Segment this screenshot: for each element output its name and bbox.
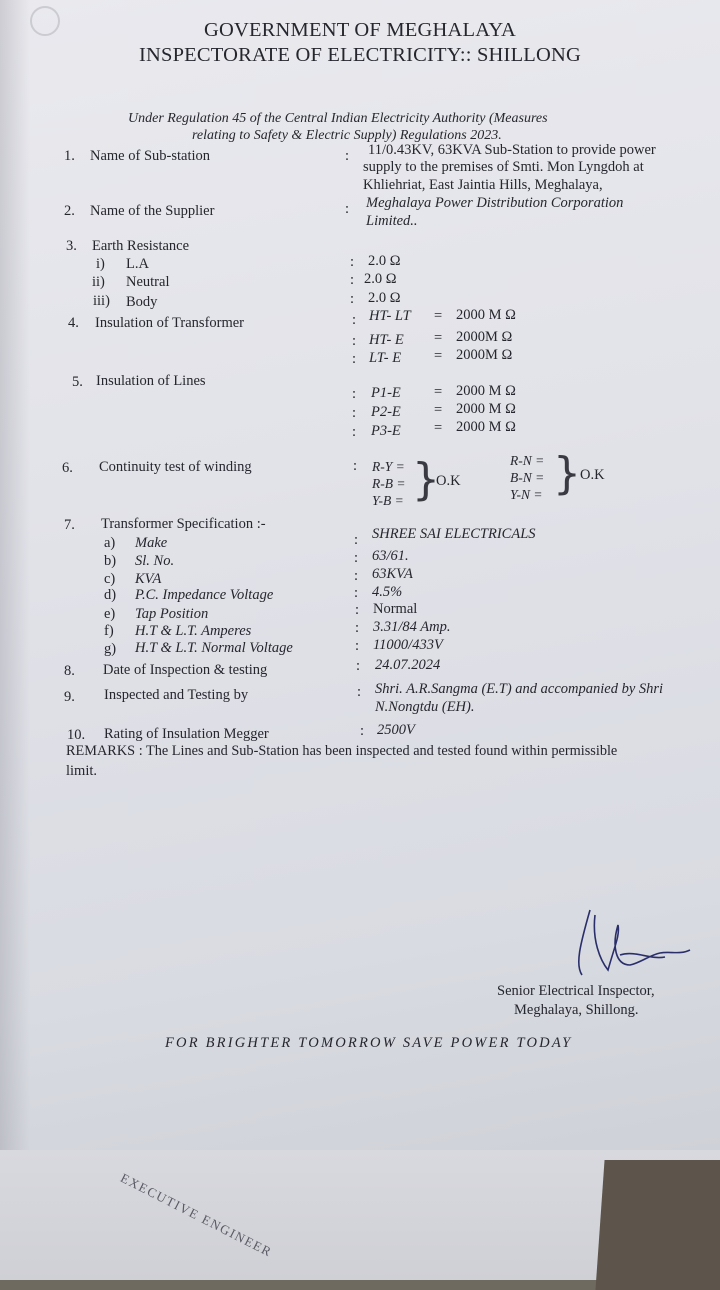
item-7-number: 7. xyxy=(64,517,75,533)
item-2-value-line: Meghalaya Power Distribution Corporation xyxy=(366,195,624,211)
item-4-label: Insulation of Transformer xyxy=(95,315,245,331)
header-title: GOVERNMENT OF MEGHALAYA xyxy=(203,19,517,41)
transformer-key: LT- E xyxy=(369,350,402,366)
item-3-label: Earth Resistance xyxy=(92,238,190,254)
transformer-value: 2000 M Ω xyxy=(456,307,516,323)
colon: : xyxy=(350,291,355,307)
spec-row-number: c) xyxy=(104,571,116,587)
colon: : xyxy=(354,568,359,584)
item-2-number: 2. xyxy=(64,203,75,219)
signature-icon xyxy=(560,905,700,985)
colon: : xyxy=(352,333,357,349)
spec-row-label: KVA xyxy=(135,571,162,587)
winding-pair: R-B = xyxy=(372,476,406,491)
item-1-value-line: Khliehriat, East Jaintia Hills, Meghalaya, xyxy=(363,177,603,193)
earth-row-number: i) xyxy=(96,256,105,272)
winding-pair: R-N = xyxy=(510,453,545,468)
colon: : xyxy=(352,405,357,421)
spec-row-number: g) xyxy=(104,641,117,657)
colon: : xyxy=(350,254,355,270)
item-10-number: 10. xyxy=(67,727,86,743)
equals-sign: = xyxy=(434,308,443,324)
equals-sign: = xyxy=(434,402,443,418)
colon: : xyxy=(355,602,360,618)
item-10-label: Rating of Insulation Megger xyxy=(104,726,269,742)
item-8-number: 8. xyxy=(64,663,75,679)
item-5-label: Insulation of Lines xyxy=(96,373,206,389)
remarks-line-1: REMARKS : The Lines and Sub-Station has been inspected and tested found within permissible xyxy=(66,743,618,759)
footer-slogan: FOR BRIGHTER TOMORROW SAVE POWER TODAY xyxy=(165,1035,573,1051)
colon: : xyxy=(352,424,357,440)
equals-sign: = xyxy=(434,348,443,364)
spec-row-number: f) xyxy=(104,623,114,639)
equals-sign: = xyxy=(434,420,443,436)
earth-row-number: iii) xyxy=(93,293,110,309)
spec-row-number: b) xyxy=(104,553,117,569)
line-value: 2000 M Ω xyxy=(456,419,516,435)
item-6-label: Continuity test of winding xyxy=(99,459,252,475)
line-key: P3-E xyxy=(371,423,401,439)
page-shadow xyxy=(0,0,30,1150)
item-2-label: Name of the Supplier xyxy=(90,203,215,219)
intro-line-2: relating to Safety & Electric Supply) Regulations 2023. xyxy=(192,128,502,143)
colon: : xyxy=(350,272,355,288)
colon: : xyxy=(345,201,350,217)
colon: : xyxy=(354,585,359,601)
colon: : xyxy=(345,148,350,164)
line-value: 2000 M Ω xyxy=(456,383,516,399)
colon: : xyxy=(355,638,360,654)
header-subtitle: INSPECTORATE OF ELECTRICITY:: SHILLONG xyxy=(138,44,582,66)
item-1-value-line: supply to the premises of Smti. Mon Lyngdoh at xyxy=(363,159,644,175)
winding-pair: Y-N = xyxy=(510,487,543,502)
colon: : xyxy=(352,386,357,402)
inspector-line: Shri. A.R.Sangma (E.T) and accompanied by Shri xyxy=(375,681,664,697)
continuity-result: O.K xyxy=(580,467,605,483)
intro-line-1: Under Regulation 45 of the Central Indian Electricity Authority (Measures xyxy=(128,111,548,126)
transformer-value: 2000M Ω xyxy=(456,329,513,345)
colon: : xyxy=(352,312,357,328)
earth-row-value: 2.0 Ω xyxy=(368,290,401,306)
spec-row-label: Tap Position xyxy=(135,606,209,622)
line-key: P1-E xyxy=(371,385,401,401)
brace-icon: } xyxy=(412,454,440,505)
table-surface xyxy=(595,1160,720,1290)
spec-row-label: H.T & L.T. Amperes xyxy=(135,623,252,639)
item-3-number: 3. xyxy=(66,238,77,254)
colon: : xyxy=(354,532,359,548)
signatory-office: Meghalaya, Shillong. xyxy=(514,1002,639,1018)
inspector-line: N.Nongtdu (EH). xyxy=(375,699,475,715)
item-1-value-line: 11/0.43KV, 63KVA Sub-Station to provide power xyxy=(368,142,656,158)
remarks-line-2: limit. xyxy=(66,763,98,779)
item-9-number: 9. xyxy=(64,689,75,705)
brace-icon: } xyxy=(553,448,581,499)
inspection-date: 24.07.2024 xyxy=(375,657,441,673)
equals-sign: = xyxy=(434,384,443,400)
item-4-number: 4. xyxy=(68,315,79,331)
item-1-label: Name of Sub-station xyxy=(90,148,211,164)
spec-row-value: Normal xyxy=(373,601,418,617)
earth-row-label: Body xyxy=(126,294,158,310)
spec-row-number: e) xyxy=(104,606,116,622)
line-key: P2-E xyxy=(371,404,401,420)
transformer-key: HT- E xyxy=(369,332,404,348)
winding-pair: B-N = xyxy=(510,470,545,485)
spec-row-number: a) xyxy=(104,535,116,551)
colon: : xyxy=(355,620,360,636)
spec-row-value: 63KVA xyxy=(372,566,413,582)
item-1-number: 1. xyxy=(64,148,75,164)
earth-row-label: L.A xyxy=(126,256,149,272)
colon: : xyxy=(352,351,357,367)
winding-pair: R-Y = xyxy=(372,459,405,474)
earth-row-value: 2.0 Ω xyxy=(364,271,397,287)
item-7-label: Transformer Specification :- xyxy=(101,516,266,532)
spec-row-value: 3.31/84 Amp. xyxy=(373,619,451,635)
item-6-number: 6. xyxy=(62,460,73,476)
spec-row-label: Sl. No. xyxy=(135,553,175,569)
spec-row-number: d) xyxy=(104,587,117,603)
item-9-label: Inspected and Testing by xyxy=(104,687,249,703)
spec-row-value: 11000/433V xyxy=(373,637,443,653)
earth-row-number: ii) xyxy=(92,274,105,290)
earth-row-value: 2.0 Ω xyxy=(368,253,401,269)
item-5-number: 5. xyxy=(72,374,83,390)
colon: : xyxy=(357,684,362,700)
megger-rating: 2500V xyxy=(377,722,415,738)
item-2-value-line: Limited.. xyxy=(366,213,418,229)
transformer-value: 2000M Ω xyxy=(456,347,513,363)
colon: : xyxy=(360,723,365,739)
colon: : xyxy=(353,458,358,474)
continuity-result: O.K xyxy=(436,473,461,489)
item-8-label: Date of Inspection & testing xyxy=(103,662,268,678)
signatory-title: Senior Electrical Inspector, xyxy=(497,983,655,999)
spec-row-value: 63/61. xyxy=(372,548,409,564)
spec-row-label: H.T & L.T. Normal Voltage xyxy=(135,640,293,656)
earth-row-label: Neutral xyxy=(126,274,170,290)
transformer-key: HT- LT xyxy=(369,308,411,324)
colon: : xyxy=(354,550,359,566)
spec-row-value: SHREE SAI ELECTRICALS xyxy=(372,526,536,542)
line-value: 2000 M Ω xyxy=(456,401,516,417)
winding-pair: Y-B = xyxy=(372,493,404,508)
spec-row-value: 4.5% xyxy=(372,584,403,600)
executive-engineer-stamp: EXECUTIVE ENGINEER xyxy=(118,1170,275,1260)
spec-row-label: Make xyxy=(135,535,168,551)
equals-sign: = xyxy=(434,330,443,346)
spec-row-label: P.C. Impedance Voltage xyxy=(135,587,274,603)
colon: : xyxy=(356,658,361,674)
